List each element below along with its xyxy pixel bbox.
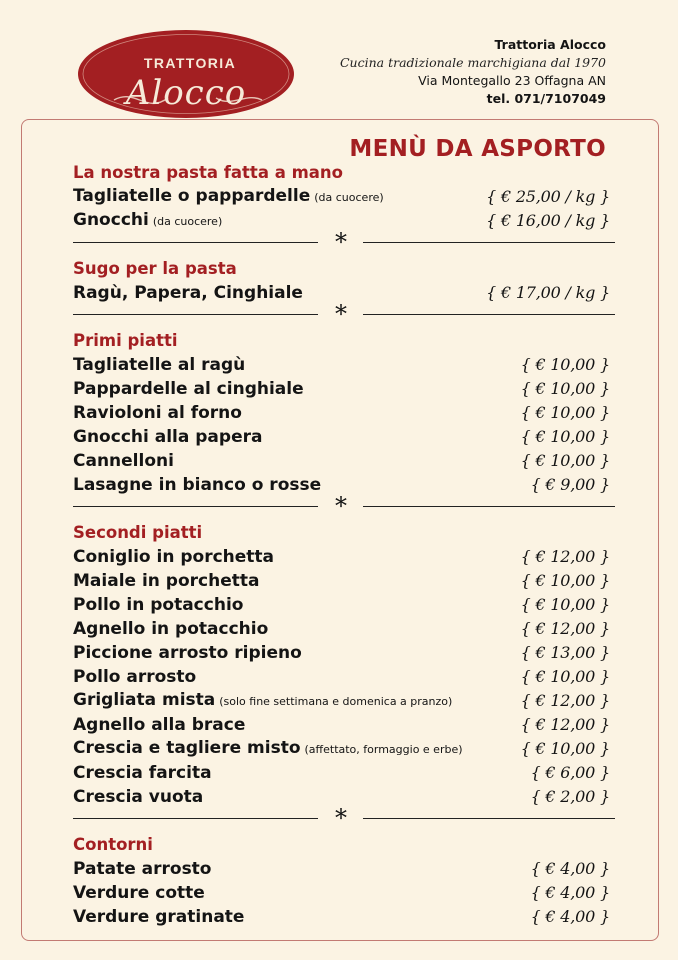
menu-item-name: Piccione arrosto ripieno	[73, 643, 302, 663]
menu-item-price: { € 10,00 }	[520, 667, 610, 686]
menu-item	[73, 617, 610, 641]
menu-item-price: { € 10,00 }	[520, 355, 610, 374]
menu-item-name: Pappardelle al cinghiale	[73, 379, 304, 399]
section-divider	[73, 300, 615, 328]
menu-item-name: Pollo in potacchio	[73, 595, 244, 615]
divider-line-left	[73, 818, 318, 819]
menu-item-price: { € 10,00 }	[520, 379, 610, 398]
section-title: Secondi piatti	[73, 523, 203, 542]
asterisk-icon: *	[335, 492, 347, 520]
menu-item	[73, 641, 610, 665]
restaurant-info	[340, 36, 606, 108]
asterisk-icon: *	[335, 804, 347, 832]
divider-line-right	[363, 314, 615, 315]
menu-item-price: { € 17,00 / kg }	[486, 283, 610, 302]
menu-item-name: Patate arrosto	[73, 859, 212, 879]
menu-item	[73, 377, 610, 401]
menu-item-price: { € 10,00 }	[520, 571, 610, 590]
menu-item-name: Ravioloni al forno	[73, 403, 242, 423]
menu-item	[73, 689, 610, 713]
section-title: Contorni	[73, 835, 153, 854]
menu-item	[73, 881, 610, 905]
menu-item-name: Agnello in potacchio	[73, 619, 269, 639]
menu-item-name: Verdure gratinate	[73, 907, 245, 927]
menu-item-price: { € 16,00 / kg }	[486, 211, 610, 230]
menu-item-price: { € 12,00 }	[520, 619, 610, 638]
menu-item	[73, 569, 610, 593]
menu-item-price: { € 4,00 }	[530, 883, 610, 902]
section-title: Sugo per la pasta	[73, 259, 237, 278]
menu-item-name: Agnello alla brace	[73, 715, 246, 735]
menu-item-price: { € 4,00 }	[530, 907, 610, 926]
menu-item	[73, 737, 610, 761]
menu-item-name: Maiale in porchetta	[73, 571, 260, 591]
menu-item-price: { € 10,00 }	[520, 451, 610, 470]
menu-item-note: (solo fine settimana e domenica a pranzo)	[219, 695, 453, 708]
menu-item-note: (da cuocere)	[314, 191, 384, 204]
restaurant-name: Trattoria Alocco	[494, 37, 606, 52]
divider-line-left	[73, 506, 318, 507]
menu-item-name: Tagliatelle al ragù	[73, 355, 246, 375]
menu-item-note: (affettato, formaggio e erbe)	[304, 743, 463, 756]
menu-item-name: Crescia e tagliere misto (affettato, formaggio e erbe)	[73, 738, 463, 758]
menu-item	[73, 593, 610, 617]
logo-top-text: TRATTORIA	[143, 55, 237, 71]
divider-line-right	[363, 242, 615, 243]
menu-item-price: { € 12,00 }	[520, 547, 610, 566]
menu-item-name: Crescia farcita	[73, 763, 212, 783]
asterisk-icon: *	[335, 300, 347, 328]
section-divider	[73, 492, 615, 520]
menu-item	[73, 401, 610, 425]
menu-item-name: Gnocchi (da cuocere)	[73, 210, 223, 230]
menu-item	[73, 185, 610, 209]
section-divider	[73, 804, 615, 832]
divider-line-right	[363, 818, 615, 819]
asterisk-icon: *	[335, 228, 347, 256]
restaurant-address: Via Montegallo 23 Offagna AN	[418, 73, 606, 88]
menu-item-name: Crescia vuota	[73, 787, 204, 807]
menu-item-name: Pollo arrosto	[73, 667, 197, 687]
section-title: Primi piatti	[73, 331, 178, 350]
divider-line-left	[73, 242, 318, 243]
menu-item-name: Grigliata mista (solo fine settimana e domenica a pranzo)	[73, 690, 453, 710]
menu-item-name: Ragù, Papera, Cinghiale	[73, 283, 303, 303]
divider-line-right	[363, 506, 615, 507]
menu-item	[73, 425, 610, 449]
menu-item	[73, 857, 610, 881]
menu-item-price: { € 13,00 }	[520, 643, 610, 662]
menu-item-price: { € 9,00 }	[530, 475, 610, 494]
menu-item-name: Cannelloni	[73, 451, 174, 471]
menu-item-name: Gnocchi alla papera	[73, 427, 263, 447]
section-divider	[73, 228, 615, 256]
menu-item	[73, 665, 610, 689]
menu-item-price: { € 10,00 }	[520, 427, 610, 446]
trattoria-logo	[76, 28, 296, 120]
menu-item-price: { € 12,00 }	[520, 715, 610, 734]
menu-item-price: { € 6,00 }	[530, 763, 610, 782]
menu-item-name: Verdure cotte	[73, 883, 205, 903]
menu-item-price: { € 10,00 }	[520, 403, 610, 422]
menu-item	[73, 713, 610, 737]
menu-item-price: { € 4,00 }	[530, 859, 610, 878]
menu-item-price: { € 12,00 }	[520, 691, 610, 710]
divider-line-left	[73, 314, 318, 315]
menu-item-price: { € 10,00 }	[520, 739, 610, 758]
menu-item-name: Tagliatelle o pappardelle (da cuocere)	[73, 186, 384, 206]
restaurant-phone: tel. 071/7107049	[486, 91, 606, 106]
menu-item	[73, 905, 610, 929]
restaurant-tagline: Cucina tradizionale marchigiana dal 1970	[339, 55, 606, 70]
menu-item-name: Coniglio in porchetta	[73, 547, 275, 567]
logo-script-text: Alocco	[125, 73, 247, 113]
menu-item-note: (da cuocere)	[152, 215, 223, 228]
menu-item-price: { € 10,00 }	[520, 595, 610, 614]
menu-title: MENÙ DA ASPORTO	[349, 136, 606, 162]
menu-item-price: { € 25,00 / kg }	[486, 187, 610, 206]
menu-item	[73, 761, 610, 785]
menu-item	[73, 545, 610, 569]
menu-item	[73, 353, 610, 377]
menu-item	[73, 449, 610, 473]
section-title: La nostra pasta fatta a mano	[73, 163, 343, 182]
menu-item-price: { € 2,00 }	[530, 787, 610, 806]
menu-item-name: Lasagne in bianco o rosse	[73, 475, 322, 495]
